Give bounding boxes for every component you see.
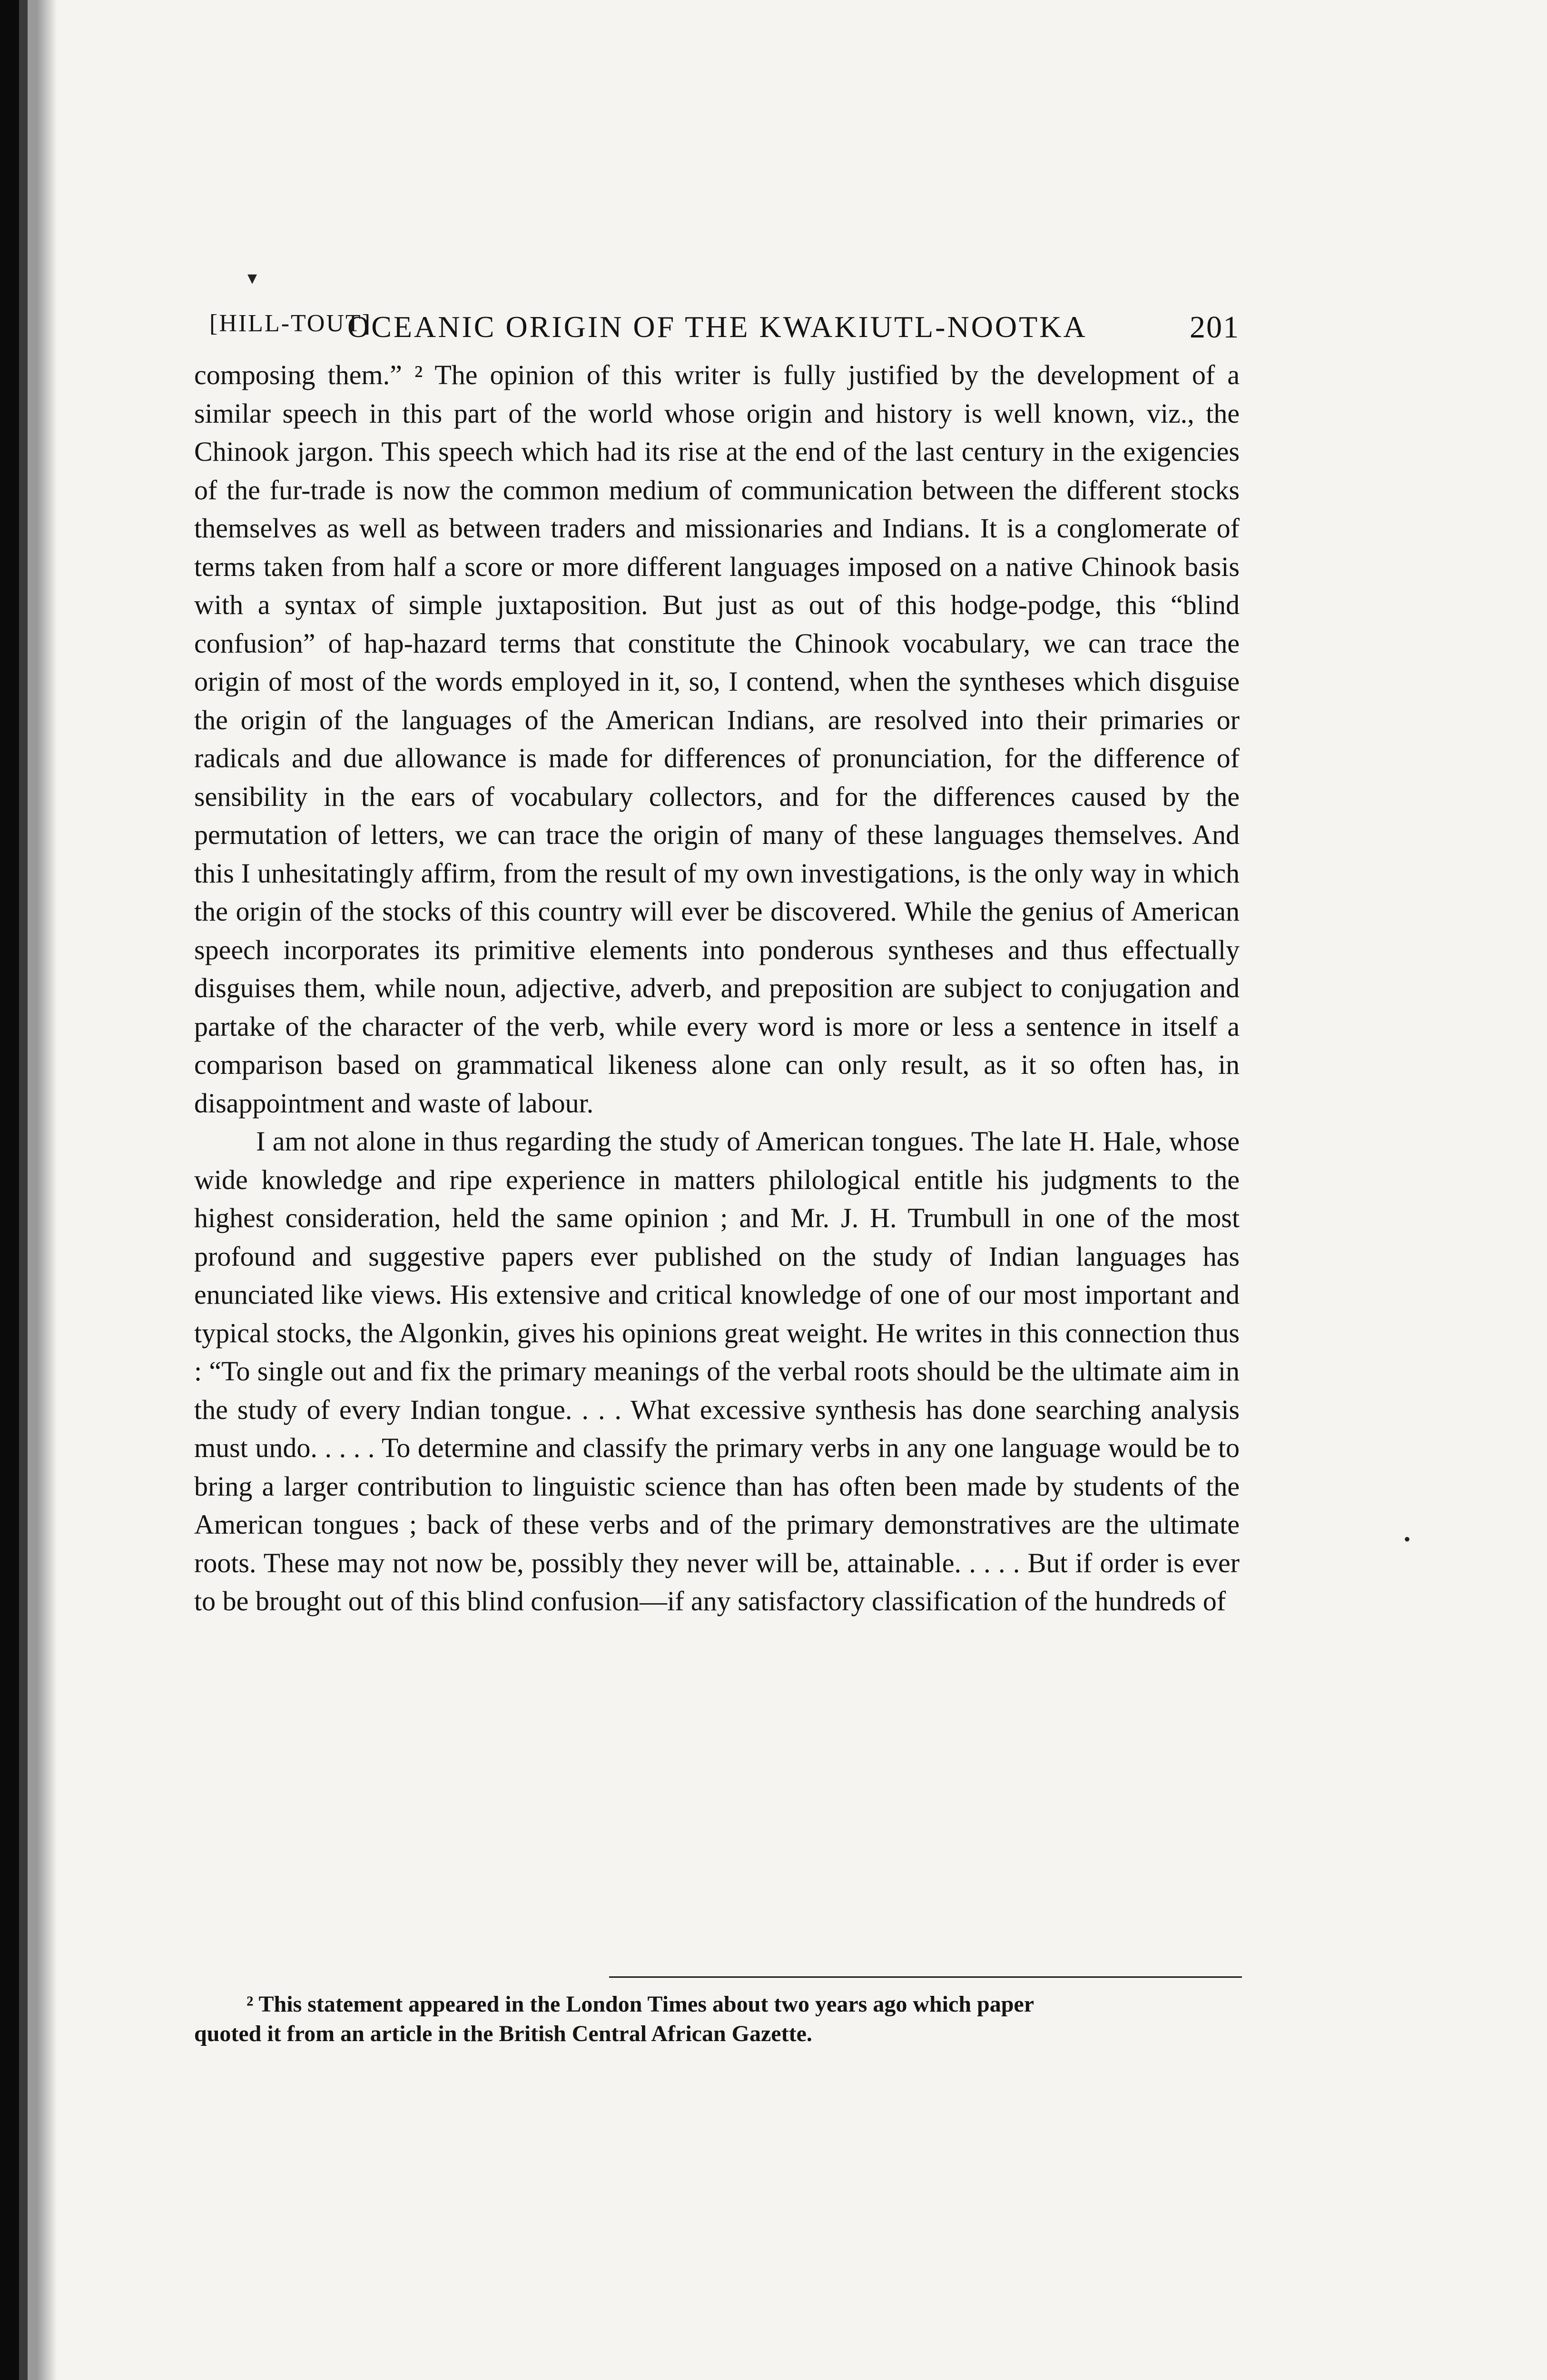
- scan-speck: ▾: [247, 267, 257, 288]
- footnote-line-2: quoted it from an article in the British Central African Gazette.: [194, 2021, 812, 2046]
- body-text: [194, 356, 1240, 1621]
- page-title: OCEANIC ORIGIN OF THE KWAKIUTL-NOOTKA: [347, 310, 1087, 344]
- scanned-binding-edge: [0, 0, 57, 2380]
- paragraph-1: composing them.” ² The opinion of this writer is fully justified by the development of a similar speech in this part of the world whose origin and history is well known, viz., the Chinook jargon. This speech which had its rise at the end of the last century in the exigencies of the fur-trade is now the common medium of communication between the different stocks themselves as well as between traders and missionaries and Indians. It is a conglomerate of terms taken from half a score or more different languages imposed on a native Chinook basis with a syntax of simple juxtaposition. But just as out of this hodge-podge, this “blind confusion” of hap-hazard terms that constitute the Chinook vocabulary, we can trace the origin of most of the words employed in it, so, I contend, when the syntheses which disguise the origin of the languages of the American Indians, are resolved into their primaries or radicals and due allowance is made for differences of pronunciation, for the difference of sensibility in the ears of vocabulary collectors, and for the differences caused by the permutation of letters, we can trace the origin of many of these languages themselves. And this I unhesitatingly affirm, from the result of my own investigations, is the only way in which the origin of the stocks of this country will ever be discovered. While the genius of American speech incorporates its primitive elements into ponderous syntheses and thus effectually disguises them, while noun, adjective, adverb, and preposition are subject to conjugation and partake of the character of the verb, while every word is more or less a sentence in itself a comparison based on grammatical likeness alone can only result, as it so often has, in disappointment and waste of labour.: [194, 359, 1240, 1119]
- footnote-divider: [609, 1976, 1242, 1978]
- running-head: [209, 309, 1240, 352]
- paragraph-2: I am not alone in thus regarding the study of American tongues. The late H. Hale, whose wide knowledge and ripe experience in matters philological entitle his judgments to the highest consideration, held the same opinion ; and Mr. J. H. Trumbull in one of the most profound and suggestive papers ever published on the study of Indian languages has enunciated like views. His extensive and critical knowledge of one of our most important and typical stocks, the Algonkin, gives his opinions great weight. He writes in this connection thus : “To single out and fix the primary meanings of the verbal roots should be the ultimate aim in the study of every Indian tongue. . . . What excessive synthesis has done searching analysis must undo. . . . . To determine and classify the primary verbs in any one language would be to bring a larger contribution to linguistic science than has often been made by students of the American tongues ; back of these verbs and of the primary demonstratives are the ultimate roots. These may not now be, possibly they never will be, attainable. . . . . But if order is ever to be brought out of this blind confusion—if any satisfactory classification of the hundreds of: [194, 1126, 1240, 1616]
- footnote-line-1: ² This statement appeared in the London Times about two years ago which paper: [246, 1992, 1035, 2017]
- footnote: [194, 1990, 1240, 2049]
- author-tag: [HILL-TOUT]: [209, 310, 372, 337]
- page-number: 201: [1190, 310, 1240, 345]
- scan-speck: •: [1404, 1528, 1411, 1550]
